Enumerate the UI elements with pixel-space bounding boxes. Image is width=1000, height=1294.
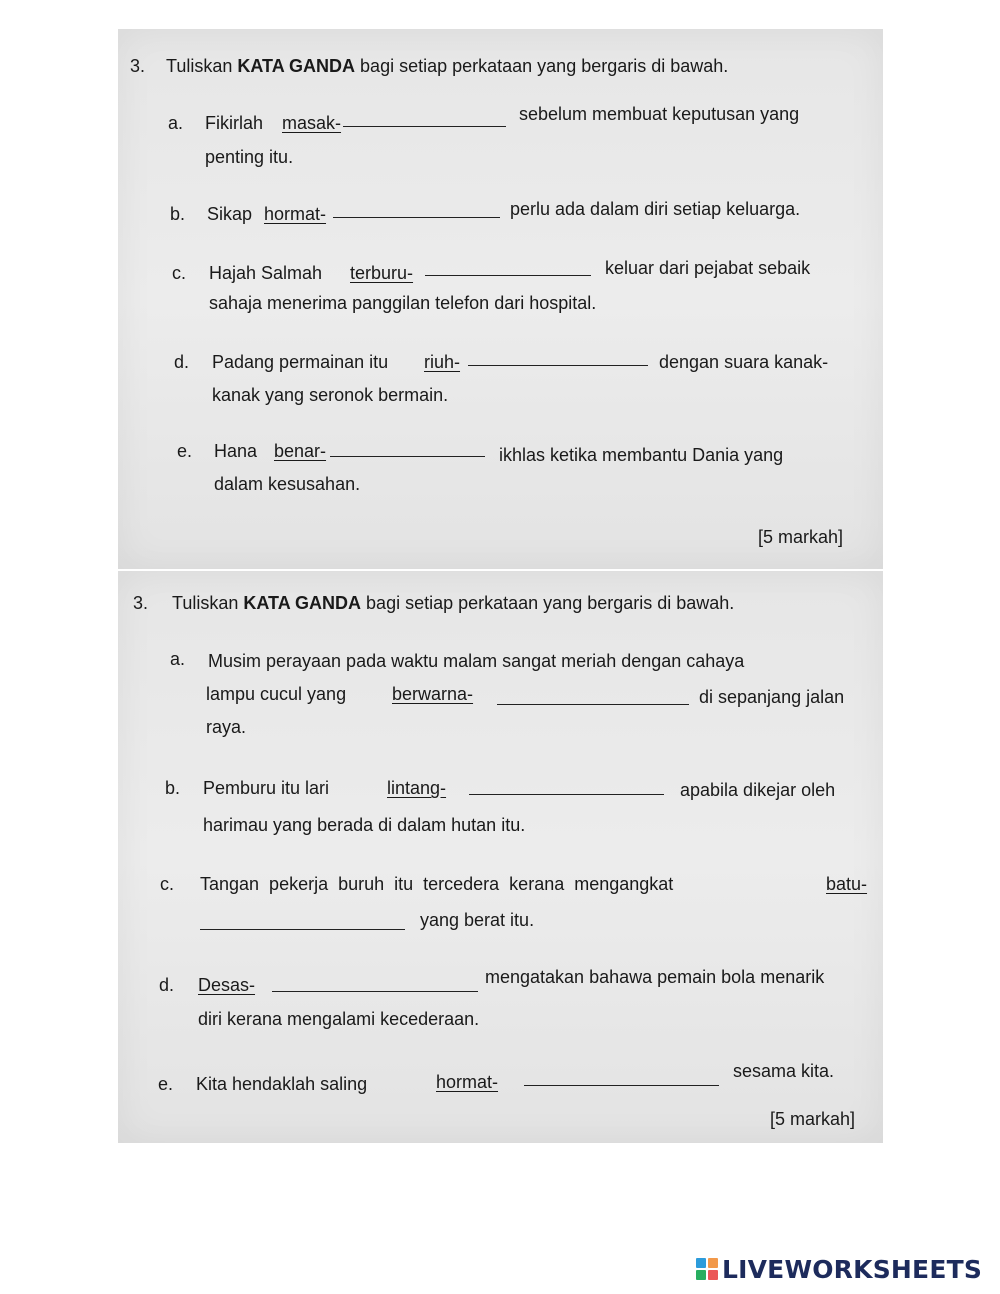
item-text-post: keluar dari pejabat sebaik [605,258,811,278]
underlined-word: hormat- [436,1072,499,1092]
item-text-line2: dalam kesusahan. [214,474,361,494]
item-text-pre: Kita hendaklah saling [196,1074,368,1094]
item-text-pre: Padang permainan itu [212,352,389,372]
answer-input[interactable] [330,433,485,455]
underlined-word: benar- [274,441,327,461]
logo-square [708,1258,718,1268]
question-number: 3. [130,56,146,76]
question-number: 3. [133,593,149,613]
answer-input[interactable] [497,681,689,703]
underlined-word: terburu- [350,263,414,283]
logo-square [696,1270,706,1280]
answer-input[interactable] [333,194,500,216]
item-text-line1: Musim perayaan pada waktu malam sangat meriah dengan cahaya [208,651,745,671]
answer-input[interactable] [524,1062,719,1084]
answer-blank[interactable] [497,704,689,705]
item-letter: d. [174,352,190,372]
answer-blank[interactable] [200,929,405,930]
item-text-line2: kanak yang seronok bermain. [212,385,449,405]
answer-blank[interactable] [333,217,500,218]
answer-blank[interactable] [343,126,506,127]
question-instruction: Tuliskan KATA GANDA bagi setiap perkataan yang bergaris di bawah. [172,593,735,613]
item-text-post: sebelum membuat keputusan yang [519,104,800,124]
answer-blank[interactable] [469,794,664,795]
item-letter: b. [170,204,186,224]
item-letter: e. [158,1074,174,1094]
answer-blank[interactable] [272,991,478,992]
answer-blank[interactable] [468,365,648,366]
underlined-word: Desas- [198,975,256,995]
answer-input[interactable] [469,771,664,793]
item-letter: c. [160,874,175,894]
item-text-pre: Tangan pekerja buruh itu tercedera kerana mengangkat [200,874,674,894]
answer-input[interactable] [425,252,591,274]
item-letter: b. [165,778,181,798]
logo-text: LIVEWORKSHEETS [722,1254,983,1284]
item-text-post: dengan suara kanak- [659,352,829,372]
liveworksheets-logo [696,1253,982,1285]
answer-blank[interactable] [425,275,591,276]
underlined-word: batu- [826,874,868,894]
item-letter: e. [177,441,193,461]
answer-blank[interactable] [330,456,485,457]
item-text-post: mengatakan bahawa pemain bola menarik [485,967,825,987]
underlined-word: riuh- [424,352,461,372]
item-text-post: perlu ada dalam diri setiap keluarga. [510,199,801,219]
item-text-post: di sepanjang jalan [699,687,845,707]
answer-input[interactable] [272,968,478,990]
item-text-pre: lampu cucul yang [206,684,347,704]
question-instruction: Tuliskan KATA GANDA bagi setiap perkataan yang bergaris di bawah. [166,56,729,76]
answer-input[interactable] [468,342,648,364]
item-text-pre: Fikirlah [205,113,264,133]
item-text-line2: penting itu. [205,147,294,167]
marks-label: [5 markah] [770,1109,856,1129]
marks-label: [5 markah] [758,527,844,547]
item-text-post: yang berat itu. [420,910,535,930]
item-text-line2: diri kerana mengalami kecederaan. [198,1009,480,1029]
item-text-line2: harimau yang berada di dalam hutan itu. [203,815,526,835]
item-letter: d. [159,975,175,995]
logo-icon [696,1258,718,1280]
logo-square [708,1270,718,1280]
answer-blank[interactable] [524,1085,719,1086]
logo-square [696,1258,706,1268]
answer-input[interactable] [343,103,506,125]
item-text-pre: Pemburu itu lari [203,778,330,798]
underlined-word: hormat- [264,204,327,224]
item-text-pre: Hajah Salmah [209,263,323,283]
item-text-line2: sahaja menerima panggilan telefon dari hospital. [209,293,597,313]
item-text-post: ikhlas ketika membantu Dania yang [499,445,784,465]
underlined-word: berwarna- [392,684,474,704]
item-text-post: apabila dikejar oleh [680,780,836,800]
item-text-pre: Hana [214,441,258,461]
underlined-word: lintang- [387,778,447,798]
item-letter: a. [170,649,186,669]
item-text-post: sesama kita. [733,1061,835,1081]
item-letter: c. [172,263,187,283]
answer-input[interactable] [200,906,405,928]
item-text-pre: Sikap [207,204,253,224]
item-text-line3: raya. [206,717,247,737]
underlined-word: masak- [282,113,342,133]
item-letter: a. [168,113,184,133]
